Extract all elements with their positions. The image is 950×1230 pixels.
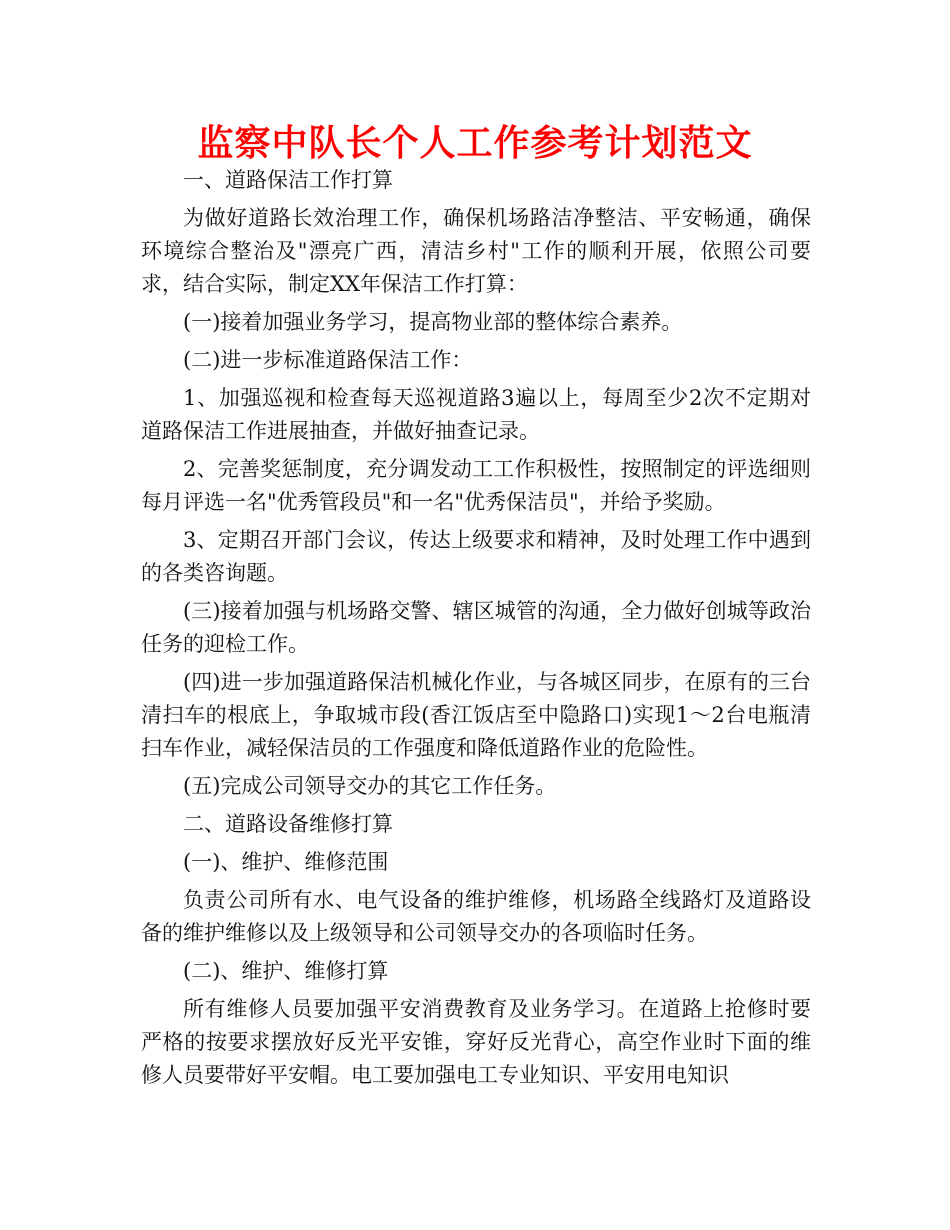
section-heading: 一、道路保洁工作打算	[183, 168, 393, 192]
paragraph: 所有维修人员要加强平安消费教育及业务学习。在道路上抢修时要严格的按要求摆放好反光平安锥，穿好反光背心，高空作业时下面的维修人员要带好平安帽。电工要加强电工专业知识、平安用电知识	[141, 997, 811, 1087]
subsection-heading: (二)、维护、维修打算	[183, 959, 389, 983]
paragraph: 负责公司所有水、电气设备的维护维修，机场路全线路灯及道路设备的维护维修以及上级领导和公司领导交办的各项临时任务。	[141, 888, 811, 945]
document-body	[141, 164, 811, 1092]
paragraph: (四)进一步加强道路保洁机械化作业，与各城区同步，在原有的三台清扫车的根底上，争取城市段(香江饭店至中隐路口)实现1～2台电瓶清扫车作业，减轻保洁员的工作强度和降低道路作业的危险性。	[141, 670, 811, 760]
paragraph: 为做好道路长效治理工作，确保机场路洁净整洁、平安畅通，确保环境综合整治及"漂亮广西，清洁乡村"工作的顺利开展，依照公司要求，结合实际，制定XX年保洁工作打算：	[141, 206, 811, 296]
paragraph: (二)进一步标准道路保洁工作：	[183, 348, 473, 372]
paragraph: 2、完善奖惩制度，充分调发动工工作积极性，按照制定的评选细则每月评选一名"优秀管段员"和一名"优秀保洁员"，并给予奖励。	[141, 457, 811, 514]
section-heading: 二、道路设备维修打算	[183, 812, 393, 836]
paragraph: (一)接着加强业务学习，提高物业部的整体综合素养。	[183, 310, 683, 334]
paragraph: (五)完成公司领导交办的其它工作任务。	[183, 774, 557, 798]
subsection-heading: (一)、维护、维修范围	[183, 850, 389, 874]
paragraph: 3、定期召开部门会议，传达上级要求和精神，及时处理工作中遇到的各类咨询题。	[141, 528, 811, 585]
paragraph: (三)接着加强与机场路交警、辖区城管的沟通，全力做好创城等政治任务的迎检工作。	[141, 599, 811, 656]
document-title: 监察中队长个人工作参考计划范文	[197, 123, 753, 164]
paragraph: 1、加强巡视和检查每天巡视道路3遍以上，每周至少2次不定期对道路保洁工作进展抽查，并做好抽查记录。	[141, 386, 811, 443]
